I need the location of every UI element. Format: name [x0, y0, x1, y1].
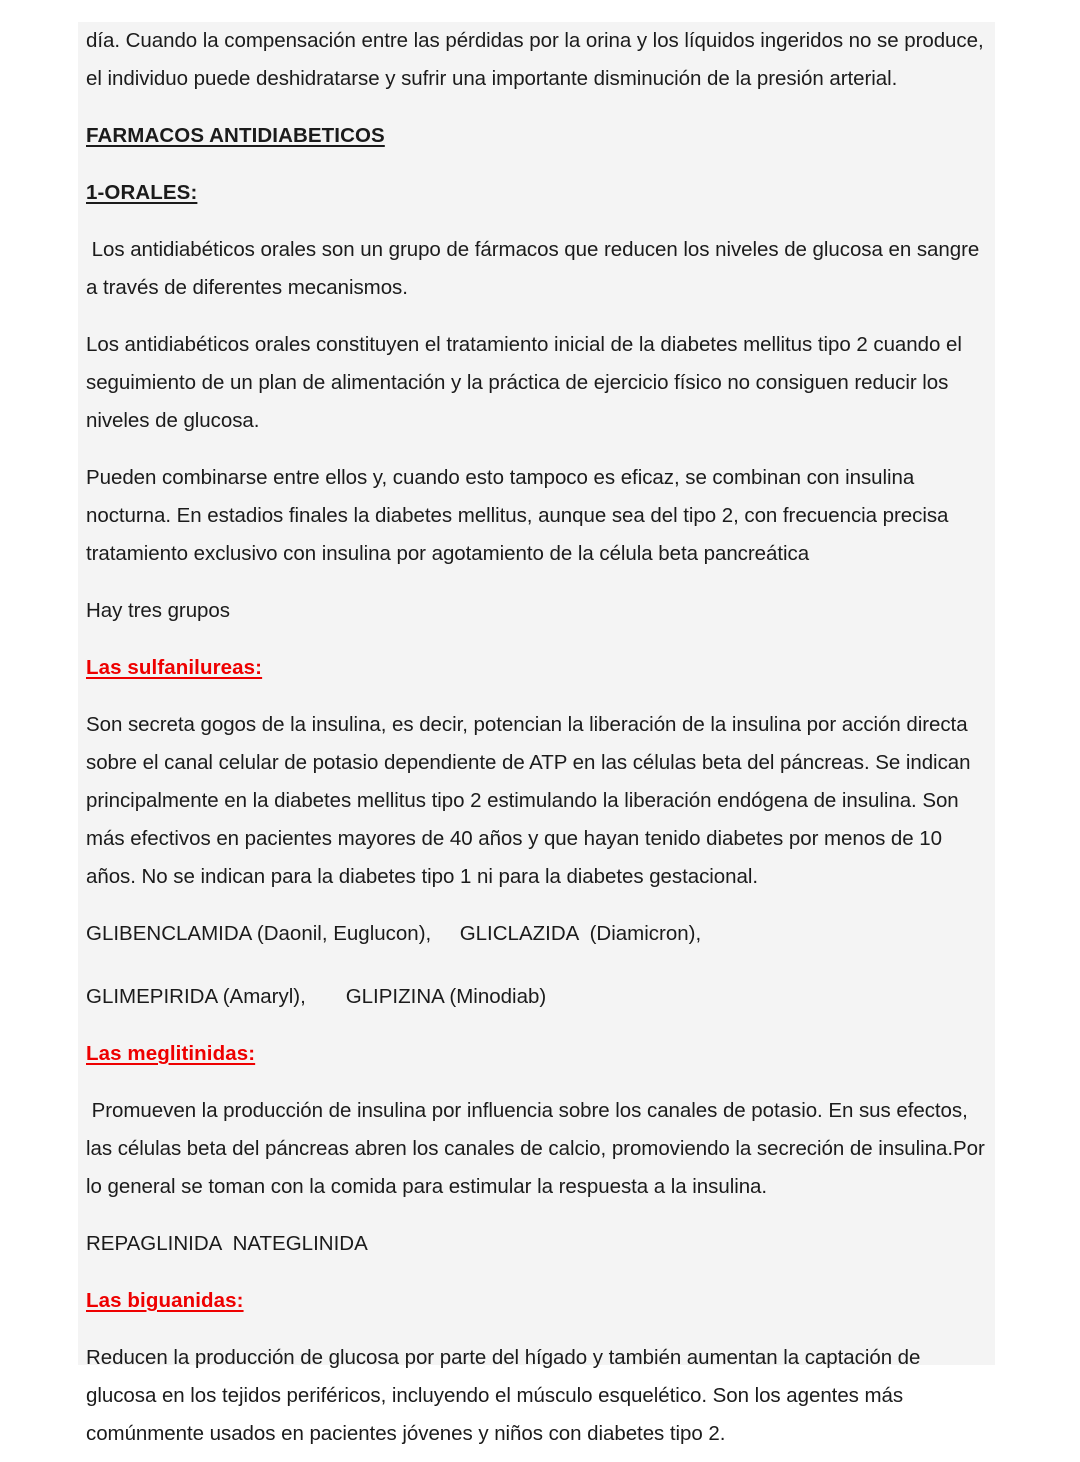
document-sheet	[78, 22, 995, 1445]
paragraph-meglitinidas-texto: Promueven la producción de insulina por influencia sobre los canales de potasio. En sus efectos, las células beta del páncreas abren los canales de calcio, promoviendo la secreción de insulina.Por lo general se toman con la comida para estimular la respuesta a la insulina.	[86, 1099, 991, 1198]
druglist-sulfanilureas-line2: GLIMEPIRIDA (Amaryl), GLIPIZINA (Minodiab)	[86, 985, 547, 1008]
spacer	[86, 582, 987, 592]
druglist-sulfanilureas-line1: GLIBENCLAMIDA (Daonil, Euglucon), GLICLAZIDA (Diamicron),	[86, 922, 702, 945]
heading-farmacos-antidiabeticos-text: FARMACOS ANTIDIABETICOS	[86, 124, 385, 147]
spacer	[86, 449, 987, 459]
paragraph-tres-grupos: Hay tres grupos	[86, 599, 230, 622]
heading-biguanidas-text: Las biguanidas:	[86, 1289, 244, 1312]
spacer	[86, 905, 987, 915]
heading-meglitinidas	[86, 1035, 987, 1073]
spacer	[86, 164, 987, 174]
heading-farmacos-antidiabeticos	[86, 117, 987, 155]
document-body	[86, 22, 991, 1462]
spacer	[86, 1215, 987, 1225]
spacer	[86, 107, 987, 117]
heading-orales	[86, 174, 987, 212]
druglist-meglitinidas-line1: REPAGLINIDA NATEGLINIDA	[86, 1232, 368, 1255]
spacer	[86, 962, 987, 978]
paragraph-sulfanilureas-texto: Son secreta gogos de la insulina, es decir, potencian la liberación de la insulina por acción directa sobre el canal celular de potasio dependiente de ATP en las células beta del páncreas. Se indican principalmente en la diabetes mellitus tipo 2 estimulando la liberación endógena de insulina. Son más efectivos en pacientes mayores de 40 años y que hayan tenido diabetes por menos de 10 años. No se indican para la diabetes tipo 1 ni para la diabetes gestacional.	[86, 713, 977, 888]
heading-sulfanilureas	[86, 649, 987, 687]
heading-sulfanilureas-text: Las sulfanilureas:	[86, 656, 263, 679]
paragraph-biguanidas-texto: Reducen la producción de glucosa por parte del hígado y también aumentan la captación de glucosa en los tejidos periféricos, incluyendo el músculo esquelético. Son los agentes más comúnmente usados en pacientes jóvenes y niños con diabetes tipo 2.	[86, 1346, 927, 1445]
spacer	[86, 316, 987, 326]
heading-biguanidas	[86, 1282, 987, 1320]
spacer	[86, 1025, 987, 1035]
spacer	[86, 1272, 987, 1282]
paragraph-orales-combinacion: Pueden combinarse entre ellos y, cuando esto tampoco es eficaz, se combinan con insulina nocturna. En estadios finales la diabetes mellitus, aunque sea del tipo 2, con frecuencia precisa tratamiento exclusivo con insulina por agotamiento de la célula beta pancreática	[86, 466, 955, 565]
heading-meglitinidas-text: Las meglitinidas:	[86, 1042, 256, 1065]
spacer	[86, 639, 987, 649]
heading-orales-text: 1-ORALES:	[86, 181, 198, 204]
paragraph-orales-definicion: Los antidiabéticos orales son un grupo de fármacos que reducen los niveles de glucosa en sangre a través de diferentes mecanismos.	[86, 238, 985, 299]
spacer	[86, 1329, 987, 1339]
spacer	[86, 1082, 987, 1092]
spacer	[86, 221, 987, 231]
paragraph-intro-continued: día. Cuando la compensación entre las pérdidas por la orina y los líquidos ingeridos no se produce, el individuo puede deshidratarse y sufrir una importante disminución de la presión arterial.	[86, 29, 990, 90]
spacer	[86, 696, 987, 706]
paragraph-orales-tratamiento: Los antidiabéticos orales constituyen el tratamiento inicial de la diabetes mellitus tipo 2 cuando el seguimiento de un plan de alimentación y la práctica de ejercicio físico no consiguen reducir los niveles de glucosa.	[86, 333, 968, 432]
